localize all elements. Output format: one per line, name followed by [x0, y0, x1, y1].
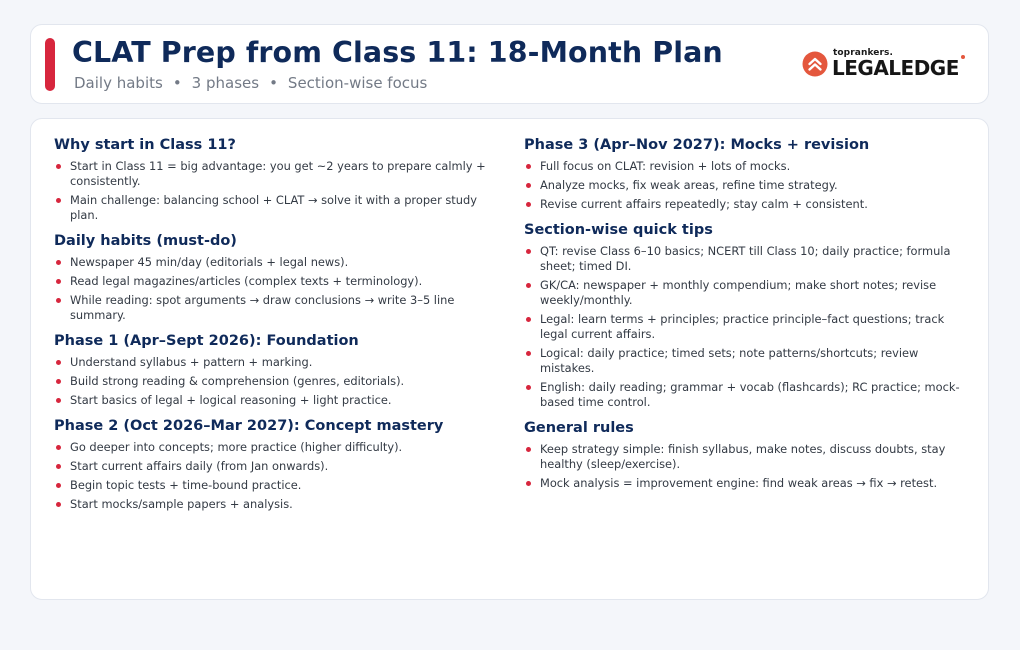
logo-small-text: toprankers. — [833, 48, 894, 58]
chevron-up-circle-icon — [802, 51, 828, 77]
subtitle-item-section-focus: Section-wise focus — [287, 74, 428, 92]
list-item: Begin topic tests + time-bound practice. — [54, 478, 502, 493]
section-phase-1 — [54, 332, 502, 408]
subtitle-item-phases: 3 phases — [191, 74, 260, 92]
list-item: Start in Class 11 = big advantage: you get ~2 years to prepare calmly + consistently. — [54, 159, 502, 189]
list-item: Main challenge: balancing school + CLAT → solve it with a proper study plan. — [54, 193, 502, 223]
section-daily-habits — [54, 232, 502, 323]
section-heading: General rules — [524, 420, 634, 436]
section-phase-2 — [54, 417, 502, 512]
list-item: Read legal magazines/articles (complex texts + terminology). — [54, 274, 502, 289]
subtitle-item-daily-habits: Daily habits — [74, 74, 163, 92]
list-item: GK/CA: newspaper + monthly compendium; make short notes; revise weekly/monthly. — [524, 278, 974, 308]
section-phase-3 — [524, 136, 974, 212]
section-heading: Phase 3 (Apr–Nov 2027): Mocks + revision — [524, 137, 870, 153]
list-item: Logical: daily practice; timed sets; note patterns/shortcuts; review mistakes. — [524, 346, 974, 376]
header-card — [30, 24, 989, 104]
list-item: Go deeper into concepts; more practice (higher difficulty). — [54, 440, 502, 455]
list-item: Mock analysis = improvement engine: find weak areas → fix → retest. — [524, 476, 974, 491]
subtitle-separator: • — [269, 74, 278, 92]
list-item: Revise current affairs repeatedly; stay calm + consistent. — [524, 197, 974, 212]
list-item: Start basics of legal + logical reasoning + light practice. — [54, 393, 502, 408]
section-heading: Daily habits (must-do) — [54, 233, 237, 249]
list-item: English: daily reading; grammar + vocab (flashcards); RC practice; mock-based time control. — [524, 380, 974, 410]
list-item: Build strong reading & comprehension (genres, editorials). — [54, 374, 502, 389]
section-heading: Phase 1 (Apr–Sept 2026): Foundation — [54, 333, 359, 349]
section-heading: Why start in Class 11? — [54, 137, 236, 153]
subtitle-separator: • — [172, 74, 182, 92]
list-item: Start mocks/sample papers + analysis. — [54, 497, 502, 512]
right-column — [524, 136, 974, 500]
logo-big-text: LEGALEDGE — [832, 56, 959, 80]
list-item: Keep strategy simple: finish syllabus, make notes, discuss doubts, stay healthy (sleep/exercise). — [524, 442, 974, 472]
list-item: Understand syllabus + pattern + marking. — [54, 355, 502, 370]
left-column — [54, 136, 502, 521]
content-card — [30, 118, 989, 600]
list-item: Legal: learn terms + principles; practice principle–fact questions; track legal current affairs. — [524, 312, 974, 342]
list-item: Analyze mocks, fix weak areas, refine time strategy. — [524, 178, 974, 193]
list-item: While reading: spot arguments → draw conclusions → write 3–5 line summary. — [54, 293, 502, 323]
list-item: Full focus on CLAT: revision + lots of mocks. — [524, 159, 974, 174]
list-item: QT: revise Class 6–10 basics; NCERT till Class 10; daily practice; formula sheet; timed DI. — [524, 244, 974, 274]
list-item: Newspaper 45 min/day (editorials + legal news). — [54, 255, 502, 270]
subtitle — [74, 74, 427, 92]
section-heading: Section-wise quick tips — [524, 222, 713, 238]
logo-dot — [961, 55, 965, 59]
list-item: Start current affairs daily (from Jan onwards). — [54, 459, 502, 474]
section-why-class-11 — [54, 136, 502, 223]
section-general-rules — [524, 419, 974, 491]
section-quick-tips — [524, 221, 974, 410]
legaledge-logo — [802, 48, 968, 80]
section-heading: Phase 2 (Oct 2026–Mar 2027): Concept mastery — [54, 418, 444, 434]
page-title: CLAT Prep from Class 11: 18-Month Plan — [72, 36, 723, 69]
accent-bar — [45, 38, 55, 91]
